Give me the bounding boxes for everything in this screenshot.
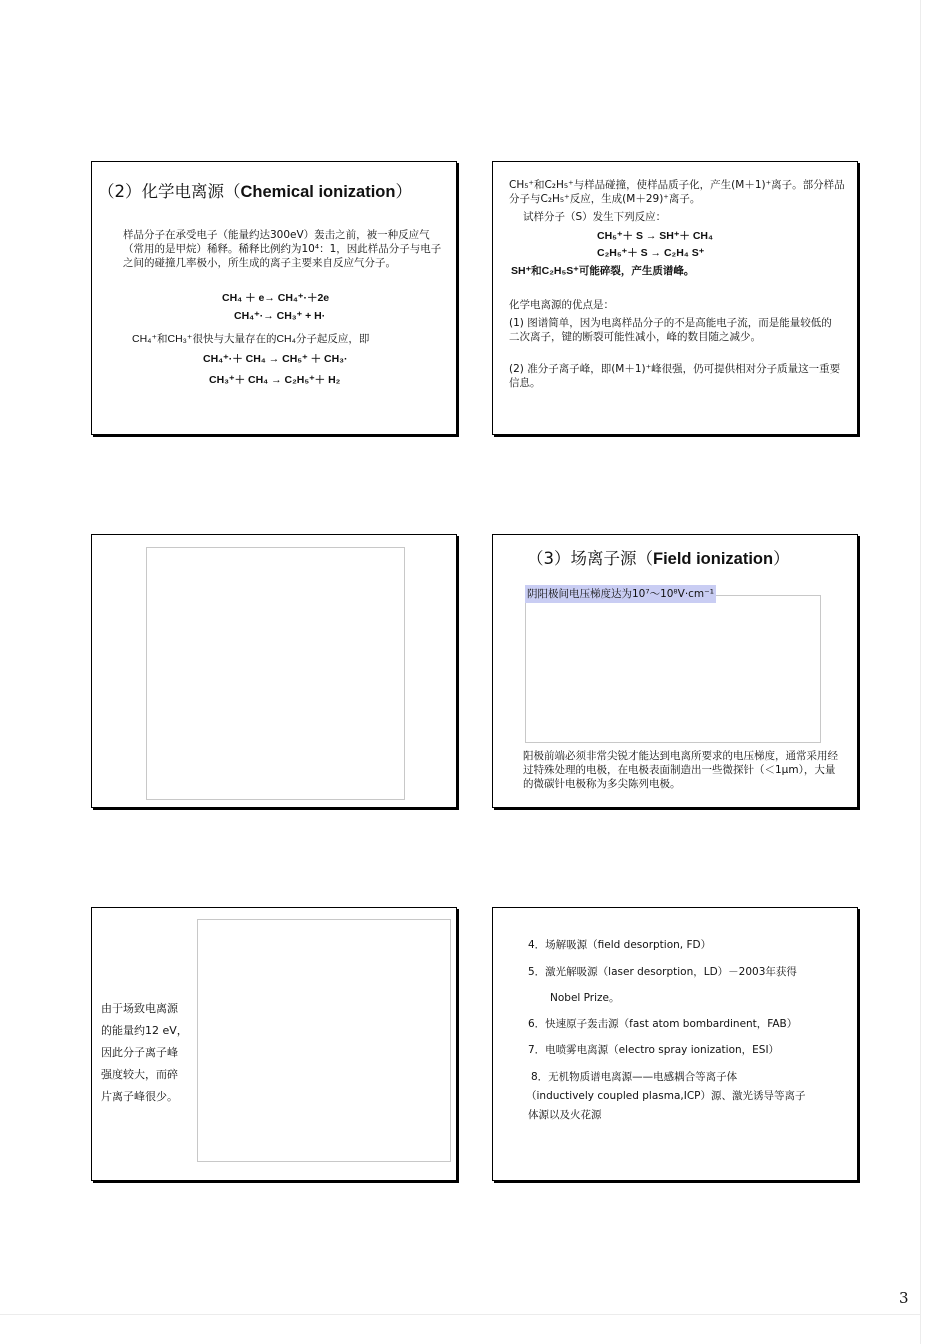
slide-image-placeholder xyxy=(91,534,457,808)
title-en: Field ionization xyxy=(653,550,774,568)
page-number: 3 xyxy=(899,1289,909,1307)
energy-line-1: 由于场致电离源 xyxy=(101,1002,178,1015)
page-edge-right xyxy=(920,0,921,1344)
energy-line-5: 片离子峰很少。 xyxy=(101,1090,178,1103)
list-item: 6．快速原子轰击源（fast atom bombardinent，FAB） xyxy=(528,1018,798,1030)
fragment-note: SH⁺和C₂H₅S⁺可能碎裂，产生质谱峰。 xyxy=(511,265,695,277)
reaction-2: C₂H₅⁺＋ S → C₂H₄ S⁺ xyxy=(597,247,705,259)
image-frame xyxy=(525,595,821,743)
title-suffix: ） xyxy=(395,182,412,201)
slide-title xyxy=(527,545,790,569)
advantage-2: (2) 准分子离子峰，即(M＋1)⁺峰很强，仍可提供相对分子质量这一重要信息。 xyxy=(509,363,841,389)
equation-3-line: CH₄⁺和CH₃⁺很快与大量存在的CH₄分子起反应，即 xyxy=(132,333,370,345)
title-prefix: （2）化学电离源（ xyxy=(98,182,241,201)
image-frame xyxy=(197,919,451,1162)
title-suffix: ） xyxy=(773,549,790,568)
advantage-1: (1) 图谱简单，因为电离样品分子的不是高能电子流，而是能量较低的二次离子，键的断裂可能性减小，峰的数目随之减少。 xyxy=(509,317,832,343)
slide-field-ionization xyxy=(492,534,858,808)
advantages-title: 化学电离源的优点是： xyxy=(509,299,614,311)
anode-description: 阳极前端必须非常尖锐才能达到电离所要求的电压梯度，通常采用经过特殊处理的电极，在电极表面制造出一些微探针（＜1μm），大量的微碳针电极称为多尖陈列电极。 xyxy=(523,750,838,790)
title-en: Chemical ionization xyxy=(240,183,396,201)
voltage-gradient-label: 阴阳极间电压梯度达为10⁷～10⁸V·cm⁻¹ xyxy=(525,585,716,603)
title-prefix: （3）场离子源（ xyxy=(527,549,653,568)
energy-line-2: 的能量约12 eV， xyxy=(101,1024,188,1037)
list-item: Nobel Prize。 xyxy=(550,992,620,1004)
slide-field-ionization-energy xyxy=(91,907,457,1181)
energy-line-4: 强度较大，而碎 xyxy=(101,1068,178,1081)
energy-text xyxy=(101,998,188,1108)
equation-1: CH₄ ＋ e→ CH₄⁺·＋2e xyxy=(222,292,330,304)
slide-title xyxy=(98,178,412,202)
list-item: 7．电喷雾电离源（electro spray ionization，ESI） xyxy=(528,1044,780,1056)
intro-paragraph: 样品分子在承受电子（能量约达300eV）轰击之前，被一种反应气（常用的是甲烷）稀释。稀释比例约为10⁴：1，因此样品分子与电子之间的碰撞几率极小，所生成的离子主要来自反应气分子。 xyxy=(123,229,442,269)
equation-4: CH₄⁺·＋ CH₄ → CH₅⁺ ＋ CH₃· xyxy=(203,353,348,365)
list-item: （inductively coupled plasma,ICP）源、激光诱导等离子 xyxy=(526,1090,806,1102)
equation-2: CH₄⁺·→ CH₃⁺ + H· xyxy=(234,310,326,322)
slide-other-ion-sources xyxy=(492,907,858,1181)
list-item: 4．场解吸源（field desorption, FD） xyxy=(528,939,712,951)
list-item: 8．无机物质谱电离源——电感耦合等离子体 xyxy=(531,1071,738,1083)
equation-5: CH₃⁺＋ CH₄ → C₂H₅⁺＋ H₂ xyxy=(209,374,341,386)
list-item: 体源以及火花源 xyxy=(528,1109,602,1121)
list-item: 5．激光解吸源（laser desorption，LD）－2003年获得 xyxy=(528,966,797,978)
slide-chemical-ionization xyxy=(91,161,457,435)
page-edge-bottom xyxy=(0,1314,921,1315)
slide-ci-reactions xyxy=(492,161,858,435)
image-frame xyxy=(146,547,405,800)
sample-reaction-intro: 试样分子（S）发生下列反应： xyxy=(523,211,667,223)
protonation-text: CH₅⁺和C₂H₅⁺与样品碰撞，使样品质子化，产生(M＋1)⁺离子。部分样品分子与C₂H₅⁺反应，生成(M＋29)⁺离子。 xyxy=(509,179,845,205)
reaction-1: CH₅⁺＋ S → SH⁺＋ CH₄ xyxy=(597,230,713,242)
energy-line-3: 因此分子离子峰 xyxy=(101,1046,178,1059)
